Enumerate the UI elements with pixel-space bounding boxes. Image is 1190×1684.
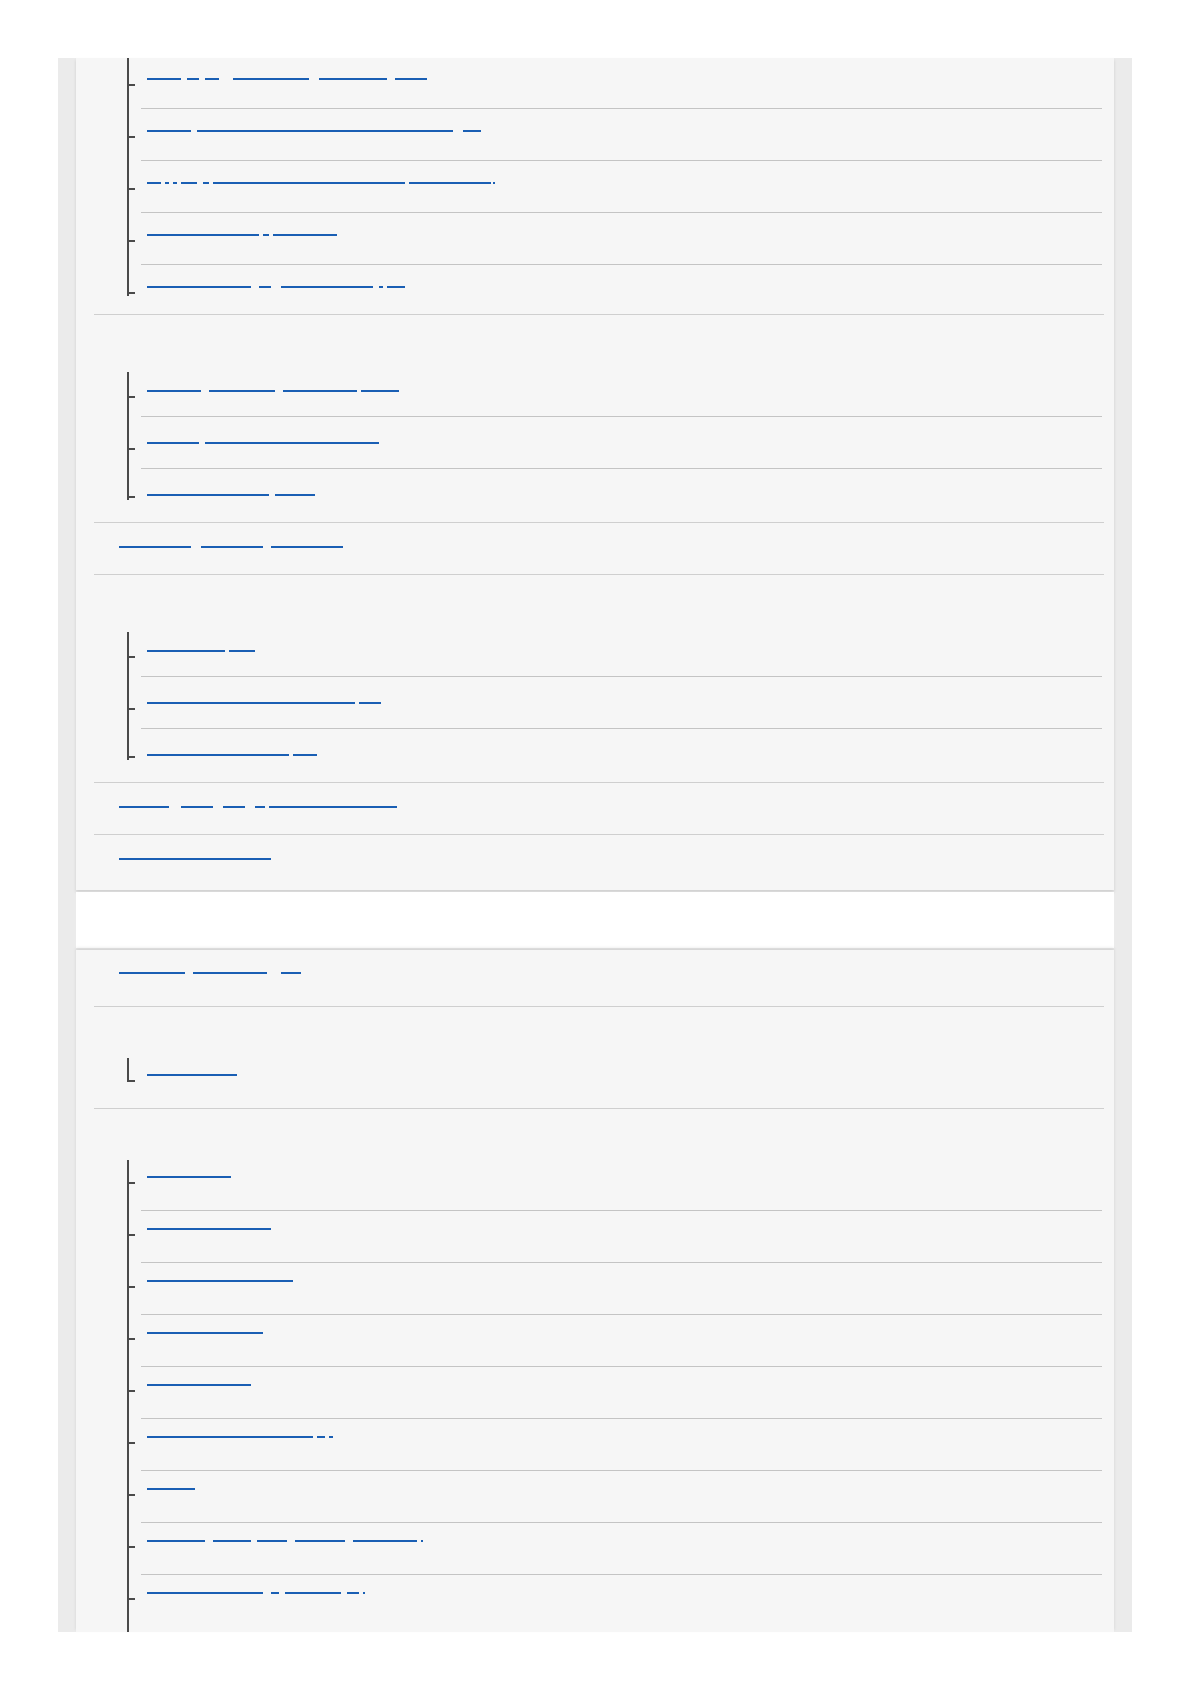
toc-link[interactable] (147, 62, 427, 80)
link-underline (463, 130, 481, 132)
item-divider (141, 1522, 1102, 1523)
toc-link[interactable] (119, 790, 397, 808)
link-underline (147, 754, 289, 756)
link-underline (361, 390, 399, 392)
link-underline (295, 1540, 345, 1542)
link-underline (493, 182, 495, 184)
link-underline (283, 390, 357, 392)
item-divider (141, 416, 1102, 417)
link-underline (271, 546, 343, 548)
link-underline (209, 390, 275, 392)
link-underline (147, 1436, 313, 1438)
link-underline (233, 78, 309, 80)
toc-link[interactable] (147, 1524, 423, 1542)
item-divider (141, 1366, 1102, 1367)
link-underline (165, 182, 169, 184)
item-divider (141, 728, 1102, 729)
link-underline (205, 78, 219, 80)
link-underline (147, 78, 181, 80)
section-divider (94, 1006, 1104, 1007)
tree-branch-tick (127, 1390, 135, 1392)
tree-connector-line (127, 1058, 129, 1082)
section-divider (94, 1108, 1104, 1109)
link-underline (213, 182, 405, 184)
tree-branch-tick (127, 1286, 135, 1288)
section-divider (94, 574, 1104, 575)
item-divider (141, 1470, 1102, 1471)
link-underline (421, 1540, 423, 1542)
link-underline (147, 494, 269, 496)
link-underline (119, 972, 185, 974)
tree-branch-tick (127, 1442, 135, 1444)
tree-branch-tick (127, 656, 135, 658)
toc-link[interactable] (147, 374, 399, 392)
tree-branch-tick (127, 240, 135, 242)
tree-connector-line (127, 1160, 129, 1632)
link-underline (147, 286, 251, 288)
item-divider (141, 1210, 1102, 1211)
tree-branch-tick (127, 396, 135, 398)
link-underline (203, 182, 209, 184)
link-underline (147, 1228, 271, 1230)
link-underline (119, 546, 191, 548)
link-underline (147, 1074, 237, 1076)
toc-link[interactable] (147, 478, 315, 496)
item-divider (141, 1418, 1102, 1419)
link-underline (147, 1176, 231, 1178)
tree-connector-line (127, 632, 129, 760)
link-underline (363, 1592, 365, 1594)
link-underline (281, 286, 373, 288)
item-divider (141, 1314, 1102, 1315)
link-underline (379, 286, 383, 288)
item-divider (141, 264, 1102, 265)
tree-branch-tick (127, 1338, 135, 1340)
link-underline (147, 442, 199, 444)
link-underline (147, 650, 225, 652)
toc-link[interactable] (147, 634, 255, 652)
toc-link[interactable] (147, 218, 337, 236)
link-underline (293, 754, 317, 756)
link-underline (317, 1436, 325, 1438)
link-underline (193, 972, 267, 974)
tree-branch-tick (127, 188, 135, 190)
tree-branch-tick (127, 84, 135, 86)
link-underline (359, 702, 381, 704)
link-underline (147, 234, 259, 236)
link-underline (395, 78, 427, 80)
toc-link[interactable] (119, 956, 301, 974)
tree-branch-tick (127, 292, 135, 294)
link-underline (281, 972, 301, 974)
link-underline (255, 806, 265, 808)
toc-link[interactable] (147, 738, 317, 756)
link-underline (147, 1384, 251, 1386)
toc-link[interactable] (147, 1160, 231, 1178)
toc-link[interactable] (147, 166, 495, 184)
toc-link[interactable] (147, 270, 405, 288)
link-underline (387, 286, 405, 288)
item-divider (141, 468, 1102, 469)
link-underline (181, 806, 213, 808)
link-underline (147, 390, 201, 392)
link-underline (347, 1592, 359, 1594)
link-underline (147, 702, 355, 704)
tree-branch-tick (127, 1080, 135, 1082)
link-underline (147, 1280, 293, 1282)
link-underline (329, 1436, 333, 1438)
tree-branch-tick (127, 448, 135, 450)
section-divider (94, 834, 1104, 835)
link-underline (173, 182, 177, 184)
link-underline (147, 182, 161, 184)
item-divider (141, 212, 1102, 213)
link-underline (213, 1540, 251, 1542)
link-underline (229, 650, 255, 652)
link-underline (181, 182, 197, 184)
link-underline (285, 1592, 341, 1594)
link-underline (147, 1592, 263, 1594)
tree-branch-tick (127, 496, 135, 498)
link-underline (269, 806, 397, 808)
link-underline (271, 1592, 279, 1594)
tree-connector-line (127, 58, 129, 296)
link-underline (263, 234, 269, 236)
link-underline (187, 78, 199, 80)
tree-branch-tick (127, 1494, 135, 1496)
tree-connector-line (127, 372, 129, 500)
link-underline (119, 806, 169, 808)
tree-branch-tick (127, 1598, 135, 1600)
toc-link[interactable] (147, 1472, 195, 1490)
link-underline (275, 494, 315, 496)
link-underline (273, 234, 337, 236)
link-underline (257, 1540, 287, 1542)
toc-link[interactable] (147, 1264, 293, 1282)
item-divider (141, 160, 1102, 161)
link-underline (147, 130, 191, 132)
link-underline (147, 1488, 195, 1490)
link-underline (119, 858, 271, 860)
item-divider (141, 1574, 1102, 1575)
item-divider (141, 1262, 1102, 1263)
link-underline (201, 546, 263, 548)
link-underline (319, 78, 387, 80)
toc-link[interactable] (119, 842, 271, 860)
tree-branch-tick (127, 136, 135, 138)
toc-link[interactable] (147, 426, 379, 444)
link-underline (259, 286, 271, 288)
toc-link[interactable] (147, 1576, 365, 1594)
toc-link[interactable] (147, 1368, 251, 1386)
tree-branch-tick (127, 1546, 135, 1548)
toc-link[interactable] (147, 686, 381, 704)
section-divider (94, 314, 1104, 315)
tree-branch-tick (127, 1234, 135, 1236)
link-underline (409, 182, 491, 184)
link-underline (353, 1540, 417, 1542)
toc-link[interactable] (147, 1058, 237, 1076)
toc-link[interactable] (147, 1212, 271, 1230)
link-underline (205, 442, 379, 444)
toc-link[interactable] (147, 1316, 263, 1334)
link-underline (223, 806, 245, 808)
tree-branch-tick (127, 1182, 135, 1184)
link-underline (197, 130, 453, 132)
item-divider (141, 108, 1102, 109)
section-separator-band (76, 892, 1114, 948)
link-underline (147, 1540, 205, 1542)
tree-branch-tick (127, 756, 135, 758)
link-underline (147, 1332, 263, 1334)
section-divider (94, 522, 1104, 523)
tree-branch-tick (127, 708, 135, 710)
section-divider (94, 782, 1104, 783)
item-divider (141, 676, 1102, 677)
toc-link[interactable] (147, 1420, 333, 1438)
toc-link[interactable] (119, 530, 343, 548)
toc-link[interactable] (147, 114, 481, 132)
